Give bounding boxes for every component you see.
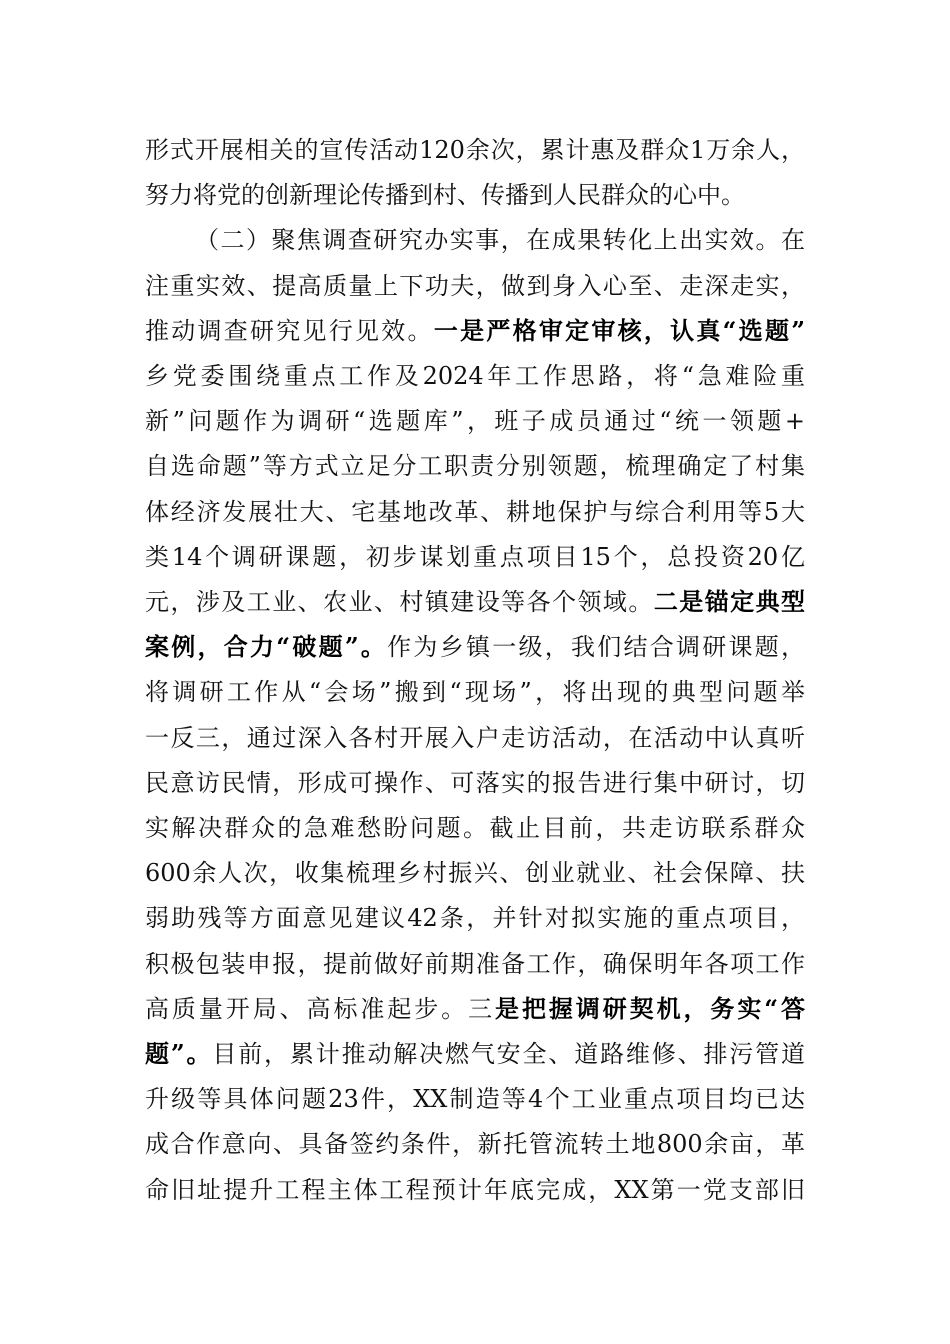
text-run: 体经济发展壮大、宅基地改革、耕地保护与综合利用等5大 (145, 497, 805, 526)
text-line (145, 896, 805, 940)
text-line (145, 264, 805, 308)
text-run: 乡党委围绕重点工作及2024年工作思路，将“急难险重 (145, 362, 805, 390)
text-run: 目前，累计推动解决燃气安全、道路维修、排污管道 (212, 1040, 805, 1068)
text-line (145, 490, 805, 534)
text-run: 将调研工作从“会场”搬到“现场”，将出现的典型问题举 (145, 678, 805, 707)
text-run: 推动调查研究见行见效。 (145, 316, 434, 345)
text-line (145, 716, 805, 760)
bold-text: 一是严格审定审核，认真“选题” (433, 315, 805, 345)
text-line (145, 625, 805, 669)
bold-text: 题”。 (145, 1039, 213, 1068)
text-line (145, 1122, 805, 1166)
text-line (145, 173, 805, 217)
text-line (145, 670, 805, 714)
text-run: （二）聚焦调查研究办实事，在成果转化上出实效。 (195, 226, 781, 255)
text-line (145, 535, 805, 579)
text-run: 作为乡镇一级，我们结合调研课题， (387, 633, 805, 662)
text-run: 高质量开局、高标准起步。三 (145, 994, 496, 1023)
text-line (145, 1077, 805, 1121)
bold-text: 是把握调研契机，务实“答 (495, 993, 805, 1023)
text-run: 实解决群众的急难愁盼问题。截止目前，共走访联系群众 (145, 814, 805, 842)
text-line (145, 851, 805, 895)
text-run: 形式开展相关的宣传活动120余次，累计惠及群众1万余人， (145, 136, 805, 164)
text-line (145, 987, 805, 1031)
text-run: 600余人次，收集梳理乡村振兴、创业就业、社会保障、扶 (145, 859, 805, 888)
text-run: 自选命题”等方式立足分工职责分别领题，梳理确定了村集 (145, 452, 805, 481)
text-run: 在 (781, 226, 805, 255)
text-run: 升级等具体问题23件，XX制造等4个工业重点项目均已达 (145, 1085, 805, 1114)
text-run: 元，涉及工业、农业、村镇建设等各个领域。 (145, 588, 654, 616)
text-line (145, 1032, 805, 1076)
text-line (145, 399, 805, 443)
text-line (145, 580, 805, 624)
text-run: 努力将党的创新理论传播到村、传播到人民群众的心中。 (145, 181, 745, 210)
text-line (145, 942, 805, 986)
text-line (145, 354, 805, 398)
text-run: 一反三，通过深入各村开展入户走访活动，在活动中认真听 (145, 723, 805, 752)
text-run: 民意访民情，形成可操作、可落实的报告进行集中研讨，切 (145, 768, 805, 797)
text-run: 弱助残等方面意见建议42条，并针对拟实施的重点项目， (145, 904, 805, 933)
text-line (195, 218, 805, 262)
text-run: 新”问题作为调研“选题库”，班子成员通过“统一领题+ (145, 407, 805, 436)
text-line (145, 1168, 805, 1212)
text-run: 积极包装申报，提前做好前期准备工作，确保明年各项工作 (145, 949, 805, 978)
text-run: 注重实效、提高质量上下功夫，做到身入心至、走深走实， (145, 271, 805, 300)
text-line (145, 444, 805, 488)
text-line (145, 309, 805, 353)
text-run: 命旧址提升工程主体工程预计年底完成，XX第一党支部旧 (145, 1175, 805, 1204)
text-line (145, 806, 805, 850)
text-run: 成合作意向、具备签约条件，新托管流转土地800余亩，革 (145, 1130, 805, 1159)
text-line (145, 761, 805, 805)
text-run: 类14个调研课题，初步谋划重点项目15个，总投资20亿 (145, 542, 805, 571)
text-line (145, 128, 805, 172)
bold-text: 二是锚定典型 (653, 587, 805, 616)
bold-text: 案例，合力“破题”。 (145, 632, 388, 662)
